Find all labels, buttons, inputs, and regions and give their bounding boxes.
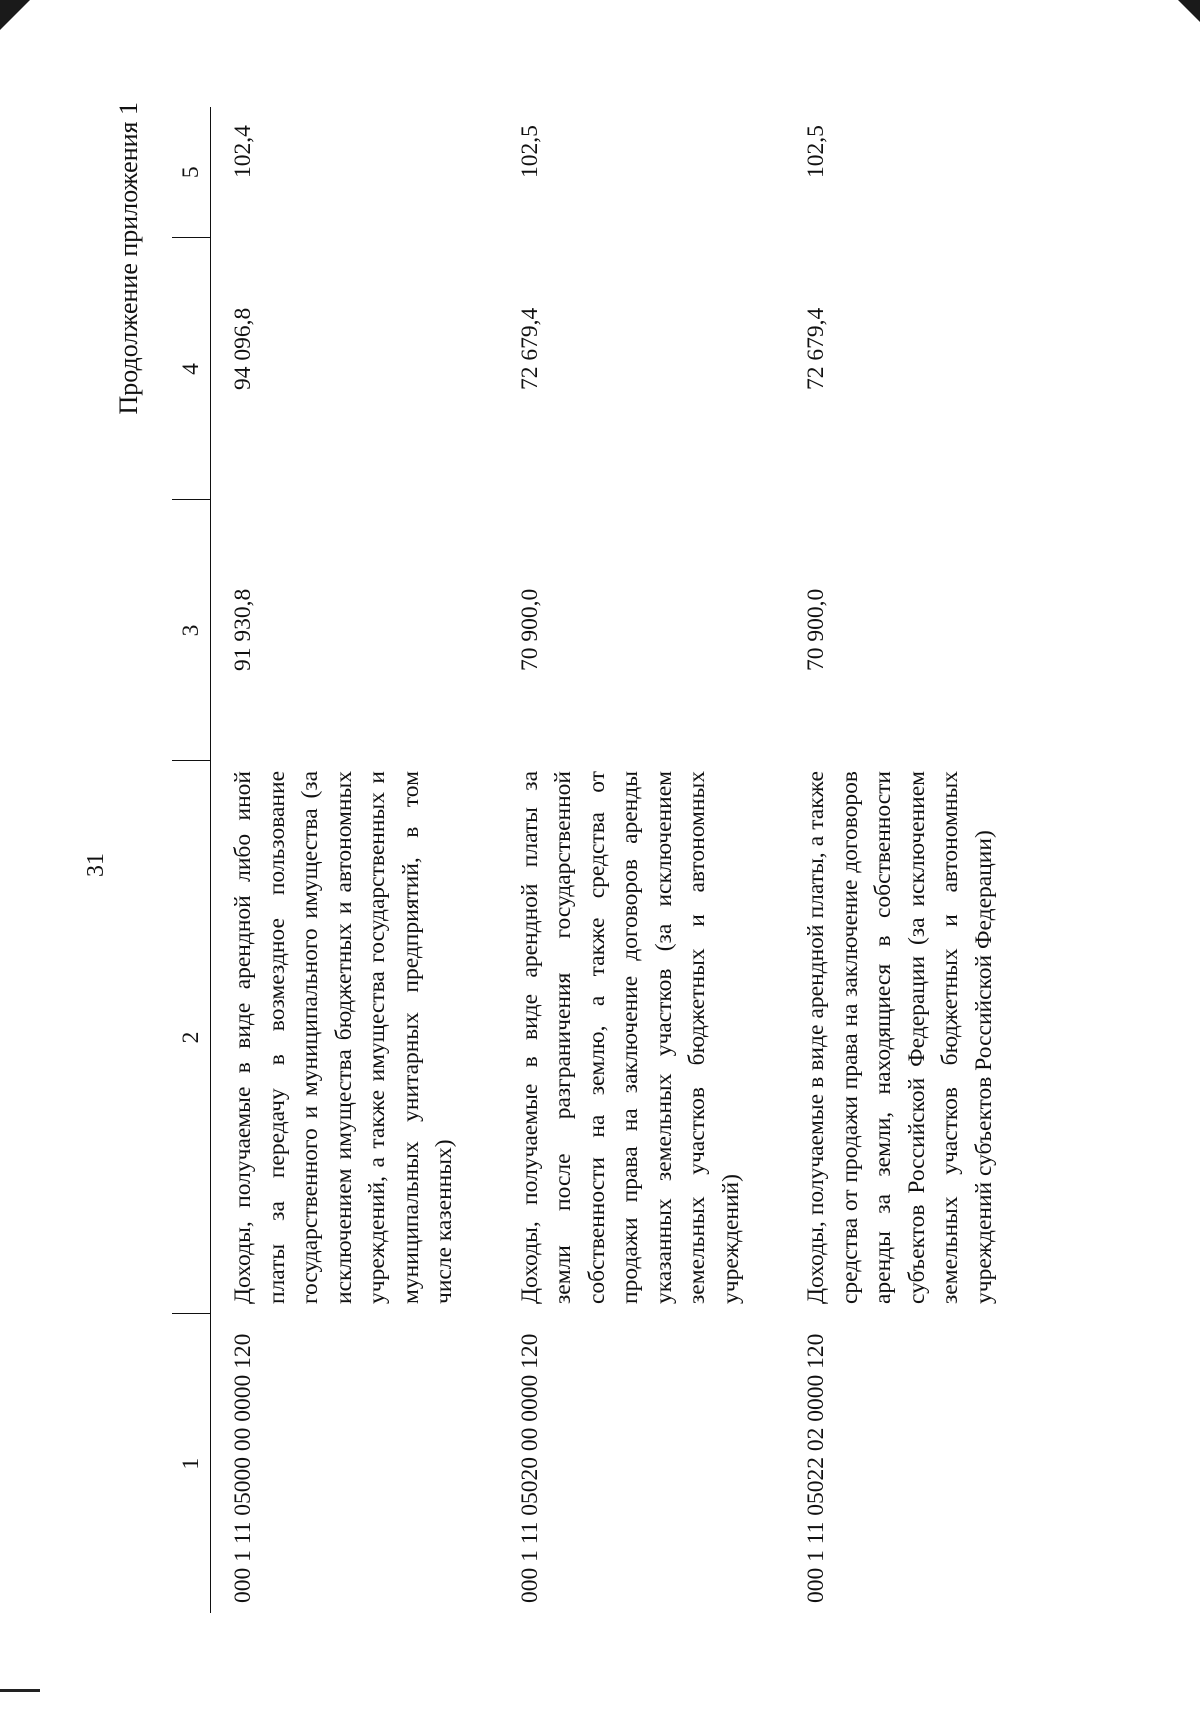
column-header-3: 3 (172, 500, 211, 761)
column-header-4: 4 (172, 238, 211, 500)
value-col3: 91 930,8 (230, 588, 256, 671)
appendix-caption: Продолжение приложения 1 (114, 102, 143, 415)
income-description: Доходы, получаемые в виде арендной либо иной платы за передачу в возмездное пользование государственного и муниципального имущества (за исключением имущества бюджетных и автономных учреждений, а также имущества государственных и муниципальных унитарных предприятий, в том числе казенных) (230, 771, 457, 1304)
value-col5: 102,4 (230, 125, 256, 178)
revenue-table (172, 107, 1011, 1613)
table-row (498, 107, 785, 1613)
value-col5: 102,5 (516, 125, 543, 178)
column-header-1: 1 (172, 1314, 211, 1613)
value-col5: 102,5 (803, 125, 829, 178)
budget-code: 000 1 11 05022 02 0000 120 (803, 1333, 829, 1603)
income-description: Доходы, получаемые в виде арендной платы, а также средства от продажи права на заключение договоров аренды за земли, находящиеся в собственности субъектов Российской Федерации (за исключением земельных участков бюджетных и автономных учреждений субъектов Российской Федерации) (803, 771, 997, 1304)
column-header-2: 2 (172, 761, 211, 1314)
column-header-5: 5 (172, 107, 211, 238)
value-col4: 94 096,8 (230, 307, 256, 390)
value-col4: 72 679,4 (516, 307, 543, 390)
table-header-row (172, 107, 211, 1613)
budget-code: 000 1 11 05020 00 0000 120 (516, 1333, 543, 1603)
value-col3: 70 900,0 (803, 588, 829, 671)
table-row (211, 107, 498, 1613)
budget-code: 000 1 11 05000 00 0000 120 (230, 1333, 256, 1603)
income-description: Доходы, получаемые в виде арендной платы за земли после разграничения государственной собственности на землю, а также средства от продажи права на заключение договоров аренды указанных земельных участков (за исключением земельных участков бюджетных и автономных учреждений) (516, 771, 744, 1304)
value-col3: 70 900,0 (516, 588, 543, 671)
page-number: 31 (83, 853, 109, 877)
table-row (784, 107, 1011, 1613)
value-col4: 72 679,4 (803, 307, 829, 390)
